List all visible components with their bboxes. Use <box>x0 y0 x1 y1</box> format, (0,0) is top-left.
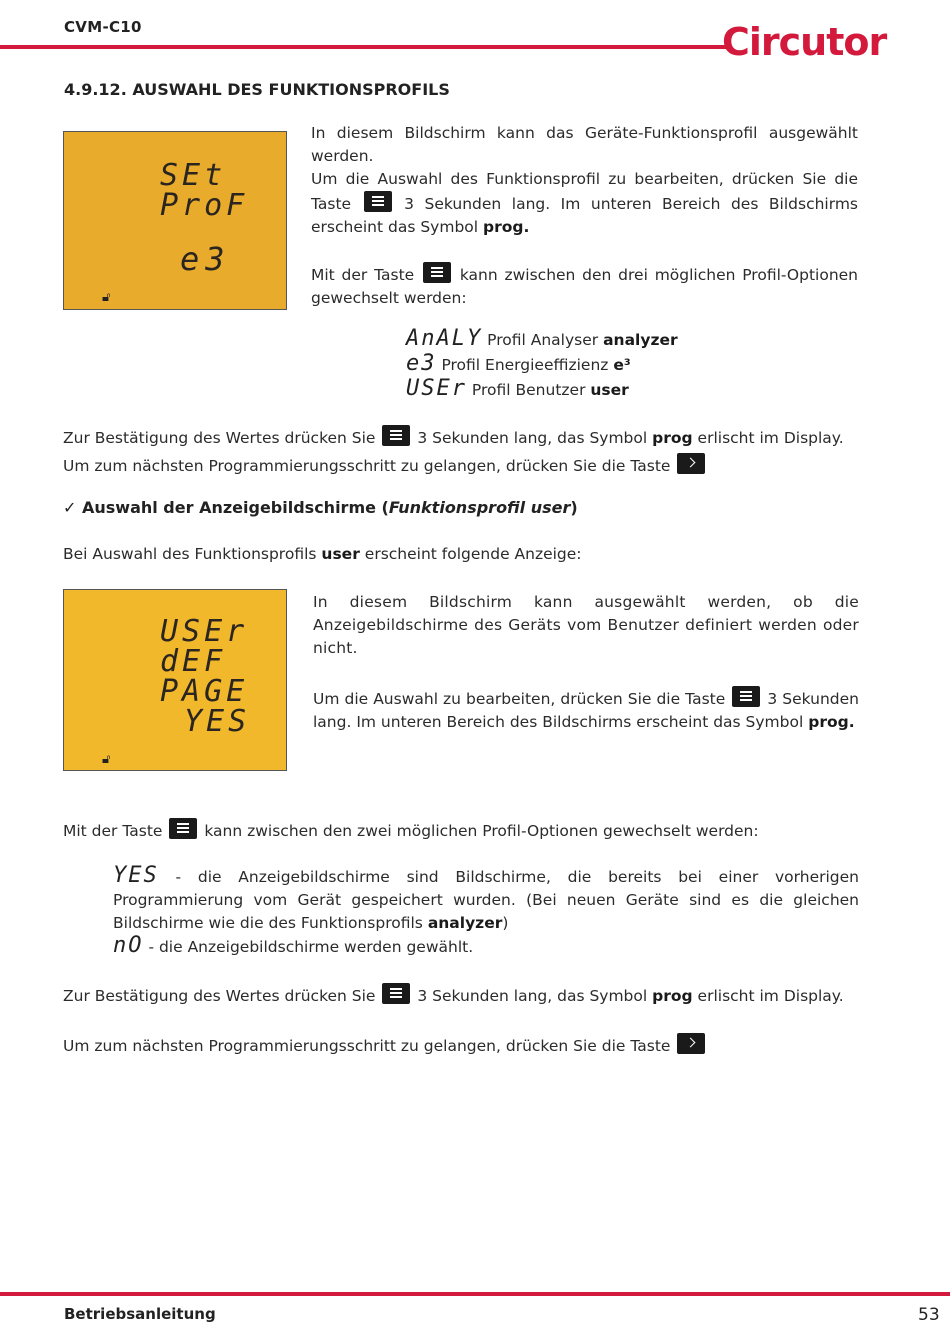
text-run: Zur Bestätigung des Wertes drücken Sie <box>63 429 376 447</box>
profile-paragraph-3 <box>311 262 858 310</box>
toggle-intro <box>63 818 893 843</box>
lcd-line-4: YES <box>184 704 251 739</box>
text-run: Um die Auswahl zu bearbeiten, drücken Sie die Taste <box>313 690 726 708</box>
user-pages-paragraph-2 <box>313 686 859 734</box>
footer-rule <box>0 1292 950 1296</box>
no-option <box>113 934 859 959</box>
text-run: 3 Sekunden lang, das Symbol <box>417 987 648 1005</box>
confirm-paragraph-2 <box>63 983 893 1008</box>
profile-paragraph-1: In diesem Bildschirm kann das Geräte-Funktionsprofil ausgewählt werden. <box>311 124 858 165</box>
option-code: nO <box>113 933 144 958</box>
arrow-right-key-icon <box>677 453 705 474</box>
lock-icon: 🔓︎ <box>102 290 111 305</box>
text-run: Um die Auswahl des Funktionsprofil zu bearbeiten, drücken Sie die Taste <box>311 170 858 213</box>
lcd-line-3: PAGE <box>160 674 249 709</box>
lcd-line-1: SEt <box>160 158 227 193</box>
text-run: Bei Auswahl des Funktionsprofils <box>63 545 317 563</box>
confirm-paragraph-1 <box>63 424 893 480</box>
menu-key-icon <box>423 262 451 283</box>
text-run: Auswahl der Anzeigebildschirme ( <box>81 498 389 517</box>
prog-symbol-label: prog <box>652 987 693 1005</box>
prog-symbol-label: prog. <box>483 218 530 236</box>
text-run: Mit der Taste <box>63 822 163 840</box>
option-text: Profil Energieeffizienz <box>441 356 609 374</box>
checkmark-icon: ✓ <box>63 498 77 517</box>
text-run: erlischt im Display. <box>697 987 844 1005</box>
option-code: e3 <box>406 351 437 376</box>
text-run: Um zum nächsten Programmierungsschritt zu gelangen, drücken Sie die Taste <box>63 457 671 475</box>
next-step-paragraph-2 <box>63 1033 893 1058</box>
menu-key-icon <box>382 983 410 1004</box>
profile-description <box>311 122 858 310</box>
option-analyzer <box>406 327 678 352</box>
menu-key-icon <box>169 818 197 839</box>
option-code: YES <box>113 863 159 888</box>
option-code: AnALY <box>406 326 483 351</box>
text-run: ) <box>502 914 509 932</box>
option-e3 <box>406 352 678 377</box>
user-pages-paragraph-1: In diesem Bildschirm kann ausgewählt werden, ob die Anzeigebildschirme des Geräts vom Benutzer definiert werden oder nicht. <box>313 593 859 657</box>
option-user <box>406 377 678 402</box>
option-name: e³ <box>613 356 631 374</box>
prog-symbol-label: prog <box>652 429 693 447</box>
yes-option <box>113 864 859 935</box>
prog-symbol-label: prog. <box>808 713 855 731</box>
option-text: Profil Analyser <box>487 331 599 349</box>
profile-paragraph-2 <box>311 168 858 239</box>
profile-name: analyzer <box>427 914 503 932</box>
lcd-line-2: dEF <box>160 644 227 679</box>
option-text: Profil Benutzer <box>471 381 586 399</box>
text-run: ) <box>570 498 578 517</box>
text-run: erlischt im Display. <box>697 429 844 447</box>
lcd-line-3: e3 <box>180 240 231 278</box>
section-title: 4.9.12. AUSWAHL DES FUNKTIONSPROFILS <box>64 80 450 99</box>
brand-logo: Circutor <box>722 20 887 64</box>
menu-key-icon <box>382 425 410 446</box>
lcd-display-profile <box>63 131 287 310</box>
menu-key-icon <box>732 686 760 707</box>
lcd-display-user-pages <box>63 589 287 771</box>
option-code: USEr <box>406 376 467 401</box>
option-text: - die Anzeigebildschirme werden gewählt. <box>148 938 474 956</box>
footer-label: Betriebsanleitung <box>64 1305 216 1323</box>
text-run: Funktionsprofil user <box>388 498 571 517</box>
profile-options-list <box>406 327 678 402</box>
profile-name: user <box>321 545 360 563</box>
user-pages-description <box>313 591 859 734</box>
option-name: user <box>590 381 629 399</box>
arrow-right-key-icon <box>677 1033 705 1054</box>
text-run: 3 Sekunden lang, das Symbol <box>417 429 648 447</box>
confirm-line <box>63 424 893 452</box>
lcd-line-1: USEr <box>160 614 249 649</box>
text-run: erscheint folgende Anzeige: <box>364 545 582 563</box>
header-rule <box>0 45 730 49</box>
text-run: kann zwischen den drei möglichen Profil-Optionen gewechselt werden: <box>311 266 859 307</box>
next-step-line <box>63 452 893 480</box>
text-run: 3 Sekunden lang. Im unteren Bereich des Bildschirms erscheint das Symbol <box>313 690 859 731</box>
text-run: 3 Sekunden lang. Im unteren Bereich des Bildschirms erscheint das Symbol <box>311 195 859 236</box>
option-text: - die Anzeigebildschirme sind Bildschirme, die bereits bei einer vorherigen Programmierung vom Gerät gespeichert wurden. (Bei neuen Geräte sind es die gleichen Bildschirme wie die des Funktionsprofils <box>113 868 859 932</box>
text-run: Um zum nächsten Programmierungsschritt zu gelangen, drücken Sie die Taste <box>63 1037 671 1055</box>
page-number: 53 <box>918 1305 940 1325</box>
option-name: analyzer <box>603 331 678 349</box>
subsection-title <box>63 498 578 517</box>
text-run: kann zwischen den zwei möglichen Profil-Optionen gewechselt werden: <box>204 822 759 840</box>
lcd-line-2: ProF <box>160 188 249 223</box>
lock-icon: 🔓︎ <box>102 752 111 767</box>
document-title: CVM-C10 <box>64 18 142 36</box>
text-run: Zur Bestätigung des Wertes drücken Sie <box>63 987 376 1005</box>
menu-key-icon <box>364 191 392 212</box>
text-run: Mit der Taste <box>311 266 415 284</box>
user-profile-intro <box>63 543 582 566</box>
